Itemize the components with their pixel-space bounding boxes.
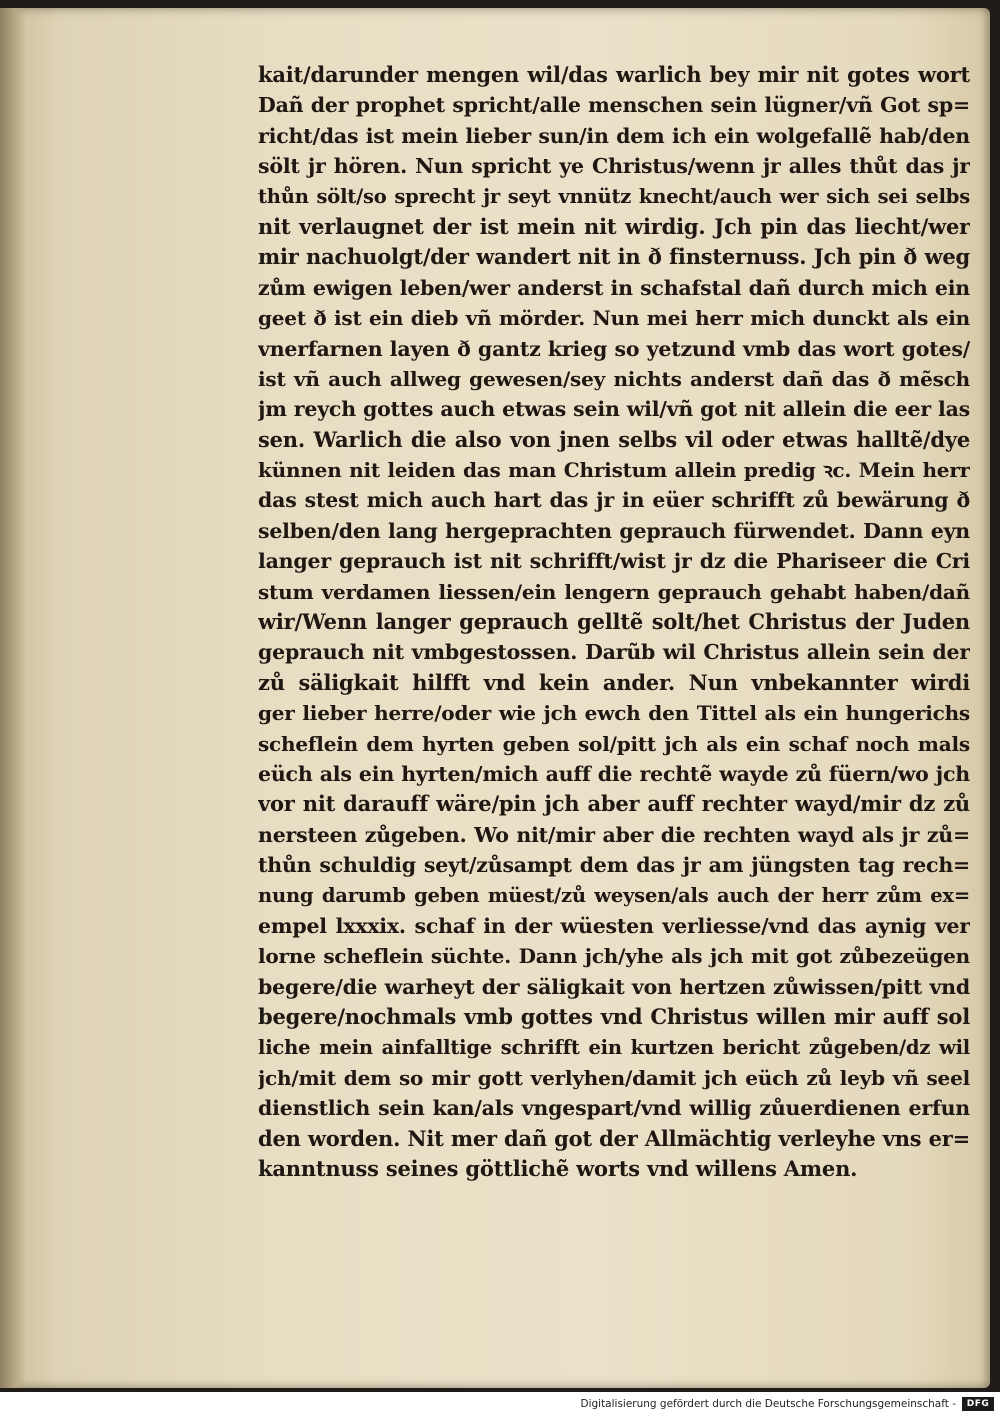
text-line: das stest mich auch hart das jr in eüer schrifft zů bewärung ð: [258, 488, 970, 513]
text-line: vor nit darauff wäre/pin jch aber auff rechter wayd/mir dz zů: [258, 791, 970, 817]
text-block: [258, 60, 970, 1184]
text-line: geet ð ist ein dieb vñ mörder. Nun mei herr mich dunckt als ein: [258, 306, 970, 331]
text-line: den worden. Nit mer dañ got der Allmächtig verleyhe vns er=: [258, 1125, 970, 1151]
text-line: lorne scheflein süchte. Dann jch/yhe als jch mit got zůbezeügen: [258, 944, 970, 969]
text-line: thůn sölt/so sprecht jr seyt vnnütz knecht/auch wer sich sei selbs: [258, 184, 970, 208]
text-line: scheflein dem hyrten geben sol/pitt jch als ein schaf noch mals: [258, 731, 970, 756]
text-line: begere/nochmals vmb gottes vnd Christus willen mir auff sol: [258, 1004, 970, 1030]
text-line: sen. Warlich die also von jnen selbs vil oder etwas halltẽ/dye: [258, 426, 970, 452]
text-line: zům ewigen leben/wer anderst in schafstal dañ durch mich ein: [258, 275, 970, 300]
text-line: nung darumb geben müest/zů weysen/als auch der herr zům ex=: [258, 883, 970, 907]
text-line: vnerfarnen layen ð gantz krieg so yetzund vmb das wort gotes/: [258, 336, 970, 361]
text-line: kait/darunder mengen wil/das warlich bey mir nit gotes wort: [258, 62, 970, 87]
text-line: selben/den lang hergeprachten geprauch fürwendet. Dann eyn: [258, 518, 970, 543]
text-line: geprauch nit vmbgestossen. Darũb wil Christus allein sein der: [258, 640, 970, 665]
book-page: [0, 8, 990, 1388]
text-line: empel lxxxix. schaf in der wüesten verliesse/vnd das aynig ver: [258, 913, 970, 938]
text-line: wir/Wenn langer geprauch gelltẽ solt/het Christus der Juden: [258, 609, 970, 635]
text-line: zů säligkait hilfft vnd kein ander. Nun vnbekannter wirdi: [258, 669, 970, 695]
text-line: begere/die warheyt der säligkait von hertzen zůwissen/pitt vnd: [258, 974, 970, 999]
text-line: kanntnuss seines göttlichẽ worts vnd willens Amen.: [258, 1156, 858, 1182]
text-line: jm reych gottes auch etwas sein wil/vñ got nit allein die eer las: [258, 397, 970, 422]
text-line: richt/das ist mein lieber sun/in dem ich ein wolgefallẽ hab/den: [258, 123, 970, 148]
text-line: ist vñ auch allweg gewesen/sey nichts anderst dañ das ð mẽsch: [258, 366, 970, 391]
text-line: stum verdamen liessen/ein lengern geprauch gehabt haben/dañ: [258, 579, 970, 604]
dfg-logo: DFG: [962, 1397, 994, 1411]
text-line: nit verlaugnet der ist mein nit wirdig. Jch pin das liecht/wer: [258, 213, 970, 239]
text-line: liche mein ainfalltige schrifft ein kurtzen bericht zůgeben/dz wil: [258, 1035, 970, 1059]
text-line: eüch als ein hyrten/mich auff die rechtẽ wayde zů füern/wo jch: [258, 761, 970, 786]
text-line: thůn schuldig seyt/zůsampt dem das jr am jüngsten tag rech=: [258, 853, 970, 878]
text-line: dienstlich sein kan/als vngespart/vnd willig zůuerdienen erfun: [258, 1096, 970, 1121]
text-line: künnen nit leiden das man Christum allein predig ꝛc. Mein herr: [258, 458, 970, 483]
text-line: Dañ der prophet spricht/alle menschen sein lügner/vñ Got sp=: [258, 93, 970, 118]
footer-bar: [0, 1392, 1000, 1417]
text-line: nersteen zůgeben. Wo nit/mir aber die rechten wayd als jr zů=: [258, 822, 970, 847]
text-line: mir nachuolgt/der wandert nit in ð finsternuss. Jch pin ð weg: [258, 244, 970, 270]
text-line: jch/mit dem so mir gott verlyhen/damit jch eüch zů leyb vñ seel: [258, 1065, 970, 1090]
footer-credit: Digitalisierung gefördert durch die Deutsche Forschungsgemeinschaft -: [580, 1398, 956, 1410]
text-line: sölt jr hören. Nun spricht ye Christus/wenn jr alles thůt das jr: [258, 154, 970, 179]
text-line: langer geprauch ist nit schrifft/wist jr dz die Phariseer die Cri: [258, 549, 970, 574]
text-line: ger lieber herre/oder wie jch ewch den Tittel als ein hungerichs: [258, 701, 970, 726]
